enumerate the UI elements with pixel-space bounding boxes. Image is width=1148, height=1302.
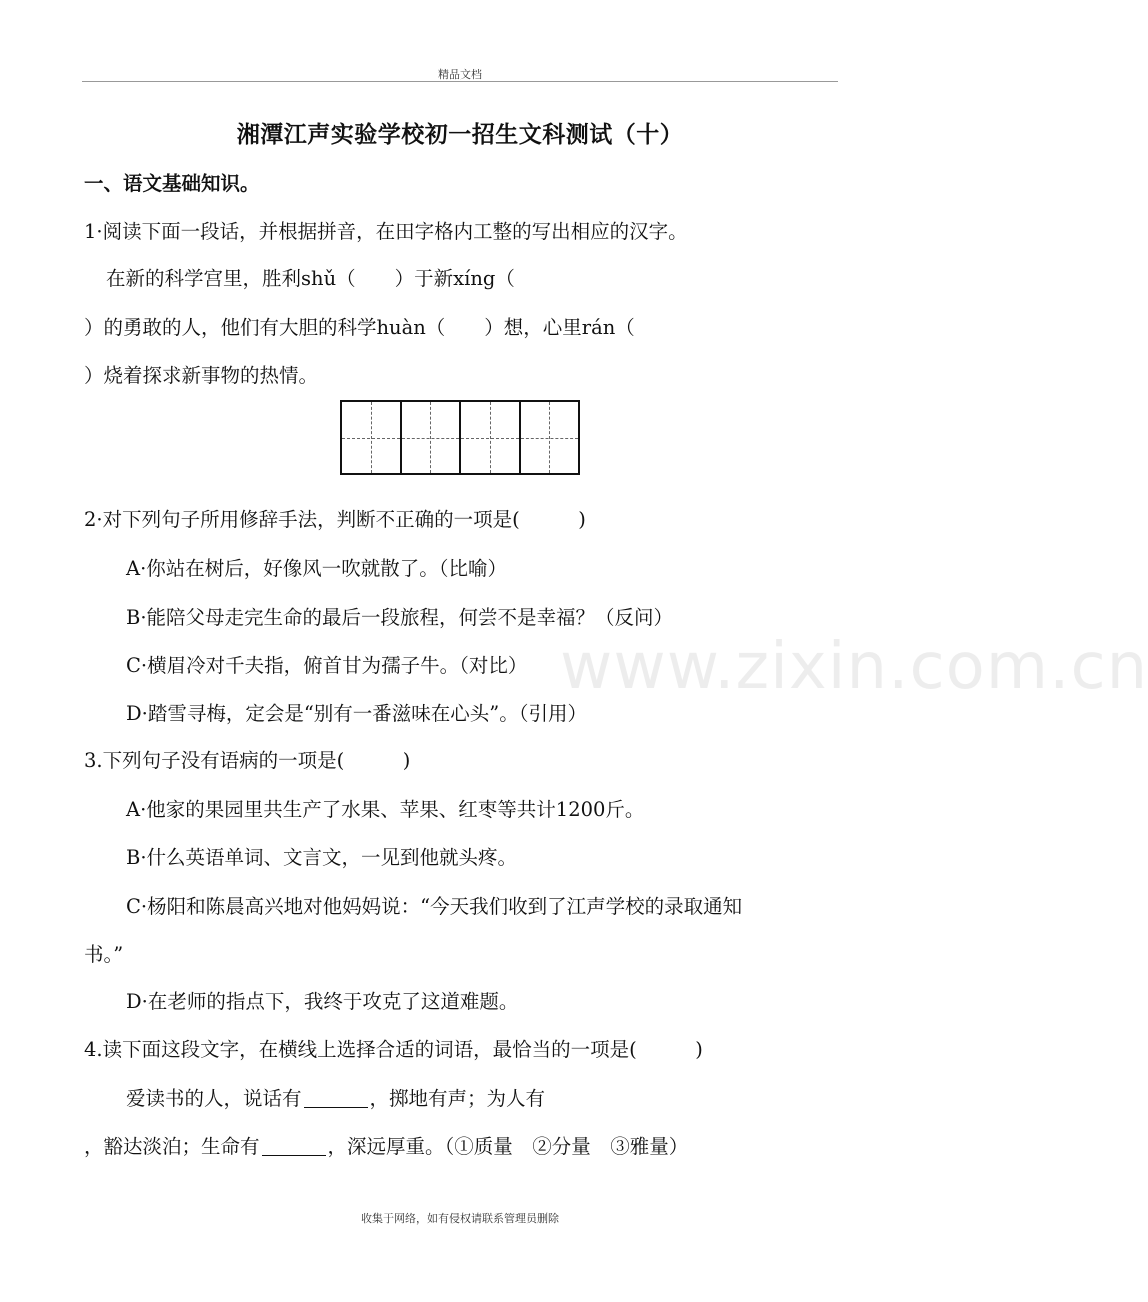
question-4-line-1	[126, 1087, 545, 1111]
question-1-line-3: ）烧着探求新事物的热情。	[84, 364, 319, 387]
question-2-prompt: 2·对下列句子所用修辞手法，判断不正确的一项是( )	[84, 508, 586, 531]
question-1-prompt: 1·阅读下面一段话，并根据拼音，在田字格内工整的写出相应的汉字。	[84, 220, 688, 243]
question-2-option-d: D·踏雪寻梅，定会是“别有一番滋味在心头”。（引用）	[126, 702, 588, 725]
question-3-option-c: C·杨阳和陈晨高兴地对他妈妈说：“今天我们收到了江声学校的录取通知	[126, 895, 743, 918]
question-4-text: 爱读书的人，说话有	[126, 1087, 302, 1110]
question-4-prompt: 4.读下面这段文字，在横线上选择合适的词语，最恰当的一项是( )	[84, 1038, 703, 1061]
answer-blank[interactable]	[304, 1087, 368, 1108]
question-1-line-2: ）的勇敢的人，他们有大胆的科学huàn（ ）想，心里rán（	[84, 316, 635, 339]
tianzige-cell[interactable]	[521, 402, 579, 473]
page-title: 湘潭江声实验学校初一招生文科测试（十）	[236, 121, 684, 148]
question-3-prompt: 3.下列句子没有语病的一项是( )	[84, 749, 411, 772]
tianzige-cell[interactable]	[461, 402, 521, 473]
tianzige-writing-grid[interactable]	[340, 400, 580, 475]
tianzige-cell[interactable]	[342, 402, 402, 473]
section-heading: 一、语文基础知识。	[84, 172, 260, 195]
question-2-option-a: A·你站在树后，好像风一吹就散了。（比喻）	[126, 557, 508, 580]
question-2-option-c: C·横眉冷对千夫指，俯首甘为孺子牛。（对比）	[126, 654, 528, 677]
question-3-option-d: D·在老师的指点下，我终于攻克了这道难题。	[126, 990, 519, 1013]
question-4-text: ，深远厚重。（①质量 ②分量 ③雅量）	[327, 1135, 689, 1158]
question-4-text: ，掷地有声；为人有	[369, 1087, 546, 1110]
question-3-option-b: B·什么英语单词、文言文，一见到他就头疼。	[126, 846, 518, 869]
answer-blank[interactable]	[262, 1135, 326, 1156]
tianzige-cell[interactable]	[402, 402, 462, 473]
watermark: www.zixin.com.cn	[560, 630, 1148, 704]
question-1-line-1: 在新的科学宫里，胜利shǔ（ ）于新xíng（	[106, 267, 515, 290]
header-note: 精品文档	[438, 68, 482, 81]
question-3-option-a: A·他家的果园里共生产了水果、苹果、红枣等共计1200斤。	[126, 798, 645, 821]
header-divider	[82, 81, 838, 82]
question-2-option-b: B·能陪父母走完生命的最后一段旅程，何尝不是幸福？（反问）	[126, 606, 674, 629]
question-4-text: ，豁达淡泊；生命有	[84, 1135, 260, 1158]
footer-note: 收集于网络，如有侵权请联系管理员删除	[361, 1212, 559, 1225]
question-3-option-c-continued: 书。”	[84, 943, 124, 966]
question-4-line-2	[84, 1135, 688, 1159]
